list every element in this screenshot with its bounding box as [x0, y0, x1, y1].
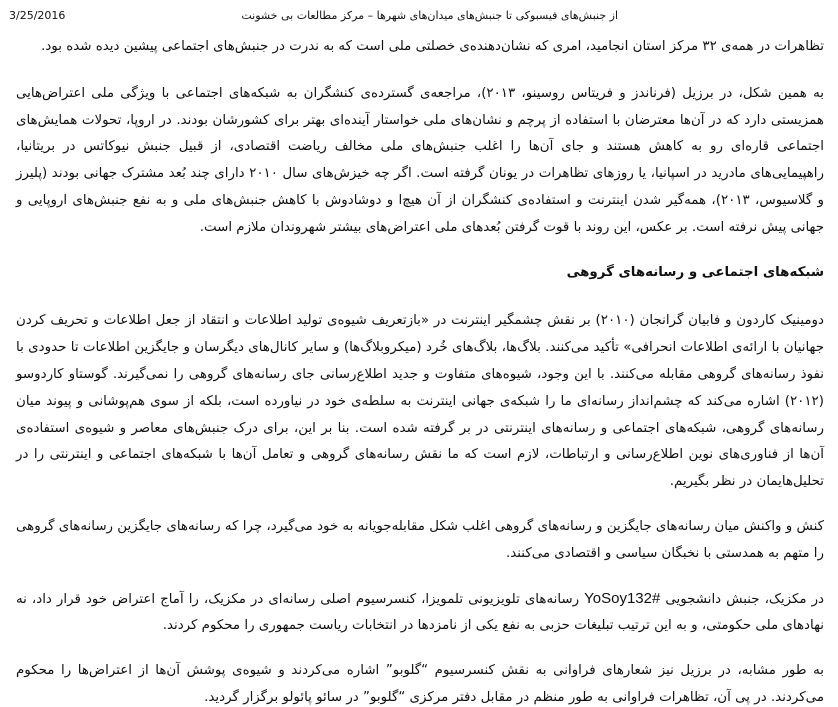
paragraph-1: تظاهرات در همه‌ی ۳۲ مرکز استان انجامید، امری که نشان‌دهنده‌ی خصلتی ملی است که به ندرت در جنبش‌های اجتماعی پیشین دیده شده بود.: [41, 39, 824, 54]
print-date: 3/25/2016: [9, 9, 66, 22]
print-header: [0, 0, 838, 24]
paragraph-4: کنش و واکنش میان رسانه‌های جایگزین و رسانه‌های گروهی اغلب شکل مقابله‌جویانه به خود می‌گیرد، چرا که رسانه‌های جایگزین رسانه‌های گروهی را متهم به همدستی با نخبگان سیاسی و اقتصادی می‌کنند.: [16, 518, 824, 561]
paragraph-5-end: رسانه‌های تلویزیونی تلمویزا، کنسرسیوم اصلی رسانه‌ای در مکزیک، را آماج اعتراض خود قرار داد، نه نهادهای ملی حکومتی، و به این ترتیب تبلیغات حزبی به نفع یکی از نامزدها در انتخابات ریاست جمهوری را محکوم کردند.: [16, 591, 824, 634]
hashtag: YoSoy132#: [584, 589, 661, 607]
paragraph-5-start: در مکزیک، جنبش دانشجویی: [660, 591, 825, 607]
paragraph-2: به همین شکل، در برزیل (فرناندز و فریتاس روسینو، ۲۰۱۳)، مراجعه‌ی گسترده‌ی کنشگران به شبکه‌های اجتماعی با ویژگی ملی اعتراض‌هایی همزیستی دارد که در آن‌ها معترضان با استفاده از پرچم و نشان‌های ملی خواستار آینده‌ای بهتر برای کشورشان بودند. در اروپا، تحولات همایش‌های اجتماعی قاره‌ای رو به کاهش هستند و جای آن‌ها را اغلب جنبش‌های ملی مخالف ریاضت اقتصادی، از قبیل جنبش نیوکاتس در بریتانیا، راهپیمایی‌های مادرید در اسپانیا، یا روزهای تظاهرات در یونان گرفته است. اگر چه خیزش‌های سال ۲۰۱۰ دارای چند بُعد مشترک جهانی بودند (پلیرز و گلاسیوس، ۲۰۱۳)، همه‌گیر شدن اینترنت و استفاده‌ی کنشگران از آن هیچ‌ا و دوشادوش با کاهش جنبش‌های ملی و به نفع جنبش‌های اروپایی و جهانی پیش نرفته است. بر عکس، این روند با قوت گرفتن بُعدهای ملی اعتراض‌های بیشتر شهروندان ملازم است.: [16, 85, 824, 235]
print-page-title: از جنبش‌های فیسبوکی تا جنبش‌های میدان‌های شهرها – مرکز مطالعات بی خشونت: [241, 9, 618, 22]
paragraph-3: دومینیک کاردون و فابیان گرانجان (۲۰۱۰) بر نقش چشمگیر اینترنت در «بازتعریف شیوه‌ی تولید اطلاعات و انتقاد از جعل اطلاعات و تحریف کردن جهانیان با ارائه‌ی اطلاعات انحرافی» تأکید می‌کنند. بلاگ‌ها، بلاگ‌های خُرد (میکروبلاگ‌ها) و سایر کانال‌های دیگرسان و جایگزین اطلاعات تا حدودی با نفوذ رسانه‌های گروهی مقابله می‌کنند. با این وجود، شیوه‌های متفاوت و جدید اطلاع‌رسانی جای رسانه‌های گروهی را نمی‌گیرند. گوستاو کاردوسو (۲۰۱۲) اشاره می‌کند که چشم‌انداز رسانه‌ای ما را شبکه‌ی جهانی اینترنت به سلطه‌ی خود در نیاورده است، بلکه از سوی هم‌پوشانی و پیوند میان رسانه‌های گروهی، شبکه‌های اجتماعی و رسانه‌های اینترنتی در بر گرفته شده است. بنا بر این، برای درک جنبش‌های معاصر و شیوه‌ی استفاده‌ی آن‌ها از فناوری‌های نوین اطلاع‌رسانی و ارتباطات، لازم است که ما نقش رسانه‌های گروهی و تعامل آن‌ها با شبکه‌های اجتماعی و اینترنتی را در تحلیل‌هایمان در نظر بگیریم.: [16, 313, 824, 490]
section-heading: شبکه‌های اجتماعی و رسانه‌های گروهی: [566, 264, 824, 280]
paragraph-6: به طور مشابه، در برزیل نیز شعارهای فراوانی به نقش کنسرسیوم “گلوبو” اشاره می‌کردند و شیوه‌ی پوشش آن‌ها از اعتراض‌ها را محکوم می‌کردند. در پی آن، تظاهرات فراوانی به طور منظم در مقابل دفتر مرکزی “گلوبو” در سائو پائولو برگزار گردید.: [16, 663, 824, 705]
article-body: [16, 34, 824, 707]
paragraph-5: [16, 586, 824, 641]
